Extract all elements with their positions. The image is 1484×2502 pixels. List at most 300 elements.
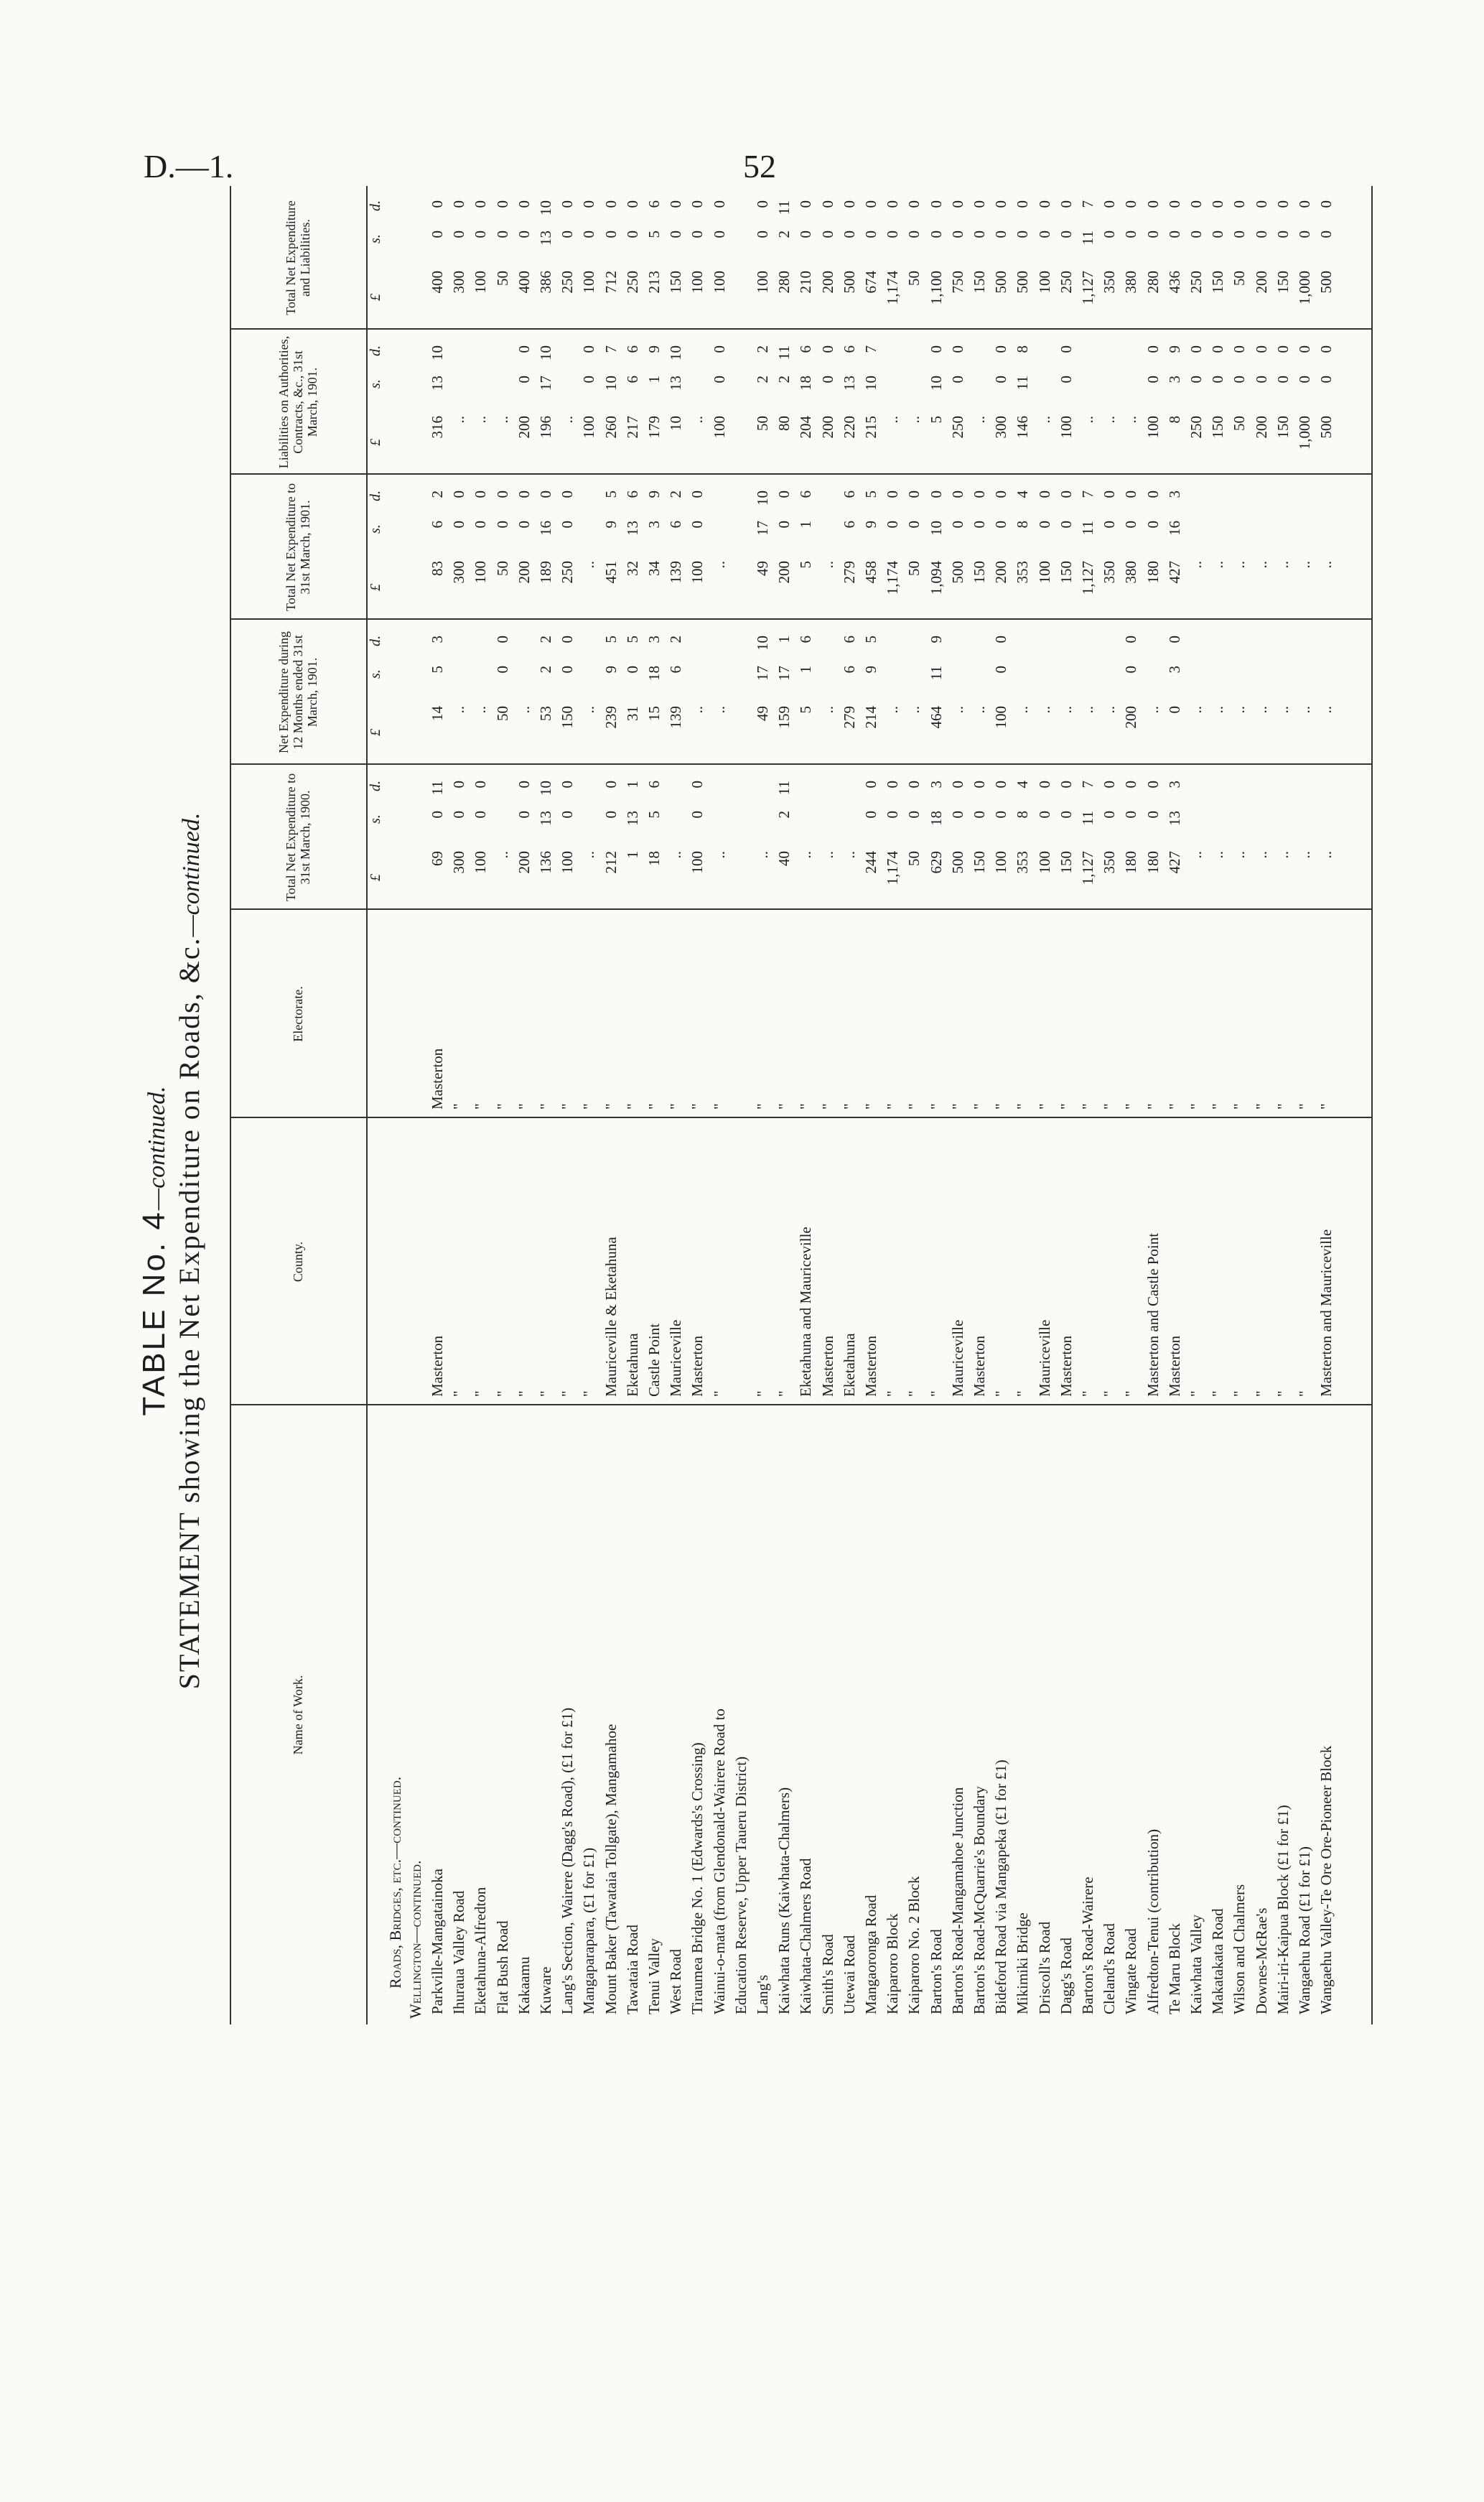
amount-pounds: 100	[689, 271, 706, 294]
amount-shillings: 0	[710, 231, 728, 238]
amount-pence: 0	[493, 490, 511, 498]
amount-cell	[753, 621, 773, 765]
county-cell: Masterton	[862, 1335, 879, 1397]
amount-pounds: ..	[580, 561, 598, 569]
amount-cell	[948, 476, 968, 620]
amount-shillings: 11	[1079, 811, 1096, 826]
amount-cell	[1187, 186, 1206, 330]
amount-cell	[948, 766, 968, 910]
electorate-cell: "	[472, 1103, 490, 1110]
electorate-cell: "	[537, 1103, 554, 1110]
amount-shillings: 0	[948, 811, 966, 819]
amount-pence: 6	[645, 781, 663, 789]
amount-shillings: 0	[884, 231, 902, 238]
amount-pence: 0	[992, 200, 1010, 208]
amount-pence: 0	[1165, 200, 1183, 208]
amount-pence: 0	[602, 200, 620, 208]
county-cell: "	[580, 1390, 598, 1397]
amount-cell	[1013, 476, 1032, 620]
amount-pounds: 150	[1209, 271, 1227, 294]
amount-cell	[991, 476, 1011, 620]
amount-pounds: 159	[775, 706, 793, 729]
amount-shillings: 6	[667, 521, 685, 529]
amount-pence: 0	[1057, 200, 1075, 208]
amount-pence: 7	[1079, 490, 1096, 498]
county-cell: "	[1252, 1390, 1270, 1397]
table-row	[602, 186, 621, 2024]
amount-cell	[1100, 331, 1119, 475]
amount-pounds: 350	[1101, 561, 1119, 584]
amount-pence: 0	[948, 200, 966, 208]
amount-pounds: ..	[580, 851, 598, 859]
amount-cell	[666, 621, 686, 765]
table-row	[1208, 186, 1228, 2024]
amount-pence: 0	[559, 781, 577, 789]
amount-cell	[688, 476, 707, 620]
work-name: Downes-McRae's	[1252, 1907, 1270, 2014]
amount-pence: 2	[537, 636, 554, 643]
amount-pence: 0	[1165, 636, 1183, 643]
amount-cell	[1317, 476, 1336, 620]
amount-pounds: 150	[971, 271, 988, 294]
amount-pounds: ..	[1231, 561, 1249, 569]
amount-pounds: 49	[754, 561, 771, 576]
amount-shillings: 17	[775, 666, 793, 681]
amount-pounds: ..	[948, 706, 966, 714]
amount-cell	[666, 331, 686, 475]
table-row	[1035, 186, 1055, 2024]
amount-pounds: 210	[797, 271, 815, 294]
amount-cell	[1252, 621, 1271, 765]
amount-cell	[1013, 186, 1032, 330]
amount-pounds: ..	[1144, 706, 1162, 714]
amount-cell	[449, 331, 469, 475]
amount-shillings: 0	[905, 811, 923, 819]
amount-pence: 0	[580, 345, 598, 353]
amount-shillings: 13	[537, 811, 554, 826]
amount-shillings: 18	[797, 376, 815, 391]
amount-cell	[1100, 186, 1119, 330]
amount-cell	[1057, 186, 1076, 330]
amount-shillings: 2	[775, 376, 793, 383]
amount-pounds: 458	[862, 561, 879, 584]
electorate-cell: "	[1274, 1103, 1292, 1110]
county-cell: "	[1187, 1390, 1205, 1397]
amount-pounds: ..	[689, 416, 706, 424]
table-row	[710, 186, 729, 2024]
amount-cell	[862, 186, 881, 330]
amount-cell	[1078, 766, 1098, 910]
amount-cell	[840, 476, 859, 620]
amount-pence: 2	[429, 490, 446, 498]
amount-pence: 0	[948, 781, 966, 789]
amount-shillings: 0	[1252, 376, 1270, 383]
amount-pence: 6	[623, 490, 641, 498]
amount-pounds: 100	[472, 851, 490, 874]
amount-shillings: 5	[645, 811, 663, 819]
amount-cell	[1274, 476, 1293, 620]
amount-cell	[579, 186, 599, 330]
amount-pounds: 180	[1144, 561, 1162, 584]
amount-shillings: 8	[1014, 811, 1032, 819]
amount-pounds: 100	[1035, 851, 1053, 874]
amount-pounds: 200	[1122, 706, 1140, 729]
amount-shillings: 0	[971, 231, 988, 238]
amount-pence: 0	[1144, 200, 1162, 208]
amount-cell	[1295, 476, 1315, 620]
amount-pence: 11	[429, 781, 446, 796]
amount-cell	[428, 766, 447, 910]
amount-cell	[666, 186, 686, 330]
work-name: Barton's Road-Wairere	[1079, 1876, 1096, 2014]
electorate-cell: "	[754, 1103, 771, 1110]
amount-pence: 0	[493, 636, 511, 643]
amount-pounds: 179	[645, 416, 663, 439]
statement-title	[172, 0, 206, 2502]
work-name: Kaiparoro Block	[884, 1913, 902, 2014]
currency-label-shilling: s.	[368, 524, 383, 534]
amount-cell	[623, 766, 643, 910]
amount-cell	[1317, 621, 1336, 765]
amount-shillings: 0	[971, 811, 988, 819]
amount-shillings: 0	[948, 231, 966, 238]
amount-cell	[1187, 766, 1206, 910]
amount-cell	[1252, 186, 1271, 330]
amount-pence: 6	[797, 490, 815, 498]
amount-shillings: 2	[537, 666, 554, 674]
amount-shillings: 0	[623, 666, 641, 674]
amount-shillings: 2	[754, 376, 771, 383]
amount-pence: 9	[1165, 345, 1183, 353]
amount-pounds: 100	[580, 416, 598, 439]
amount-pounds: 500	[1014, 271, 1032, 294]
currency-label-pound: £	[368, 294, 383, 301]
amount-pence: 0	[1187, 345, 1205, 353]
amount-shillings: 6	[429, 521, 446, 529]
work-name: Alfredton-Tenui (contribution)	[1144, 1828, 1162, 2014]
work-name: Makatakata Road	[1209, 1908, 1227, 2014]
amount-pounds: 136	[537, 851, 554, 874]
amount-shillings: 0	[429, 231, 446, 238]
amount-pounds: 350	[1101, 851, 1119, 874]
work-name: Eketahuna-Alfredton	[472, 1887, 490, 2014]
amount-cell	[1252, 476, 1271, 620]
amount-pence: 10	[537, 345, 554, 361]
amount-pence: 0	[992, 781, 1010, 789]
amount-pounds: 32	[623, 561, 641, 576]
amount-pence: 0	[429, 200, 446, 208]
electorate-cell: "	[602, 1103, 620, 1110]
amount-pounds: 100	[689, 561, 706, 584]
amount-pounds: 100	[1057, 416, 1075, 439]
amount-cell	[1144, 621, 1163, 765]
amount-cell	[558, 186, 577, 330]
amount-pounds: ..	[1274, 706, 1292, 714]
amount-cell	[579, 331, 599, 475]
amount-cell	[970, 186, 989, 330]
amount-pence: 0	[840, 200, 858, 208]
currency-label-pence: d.	[368, 200, 383, 211]
amount-pounds: ..	[1079, 706, 1096, 714]
amount-pence: 0	[1057, 345, 1075, 353]
amount-shillings: 0	[515, 376, 533, 383]
amount-cell	[1100, 766, 1119, 910]
amount-pounds: ..	[1296, 851, 1313, 859]
amount-pounds: 31	[623, 706, 641, 721]
amount-cell	[1035, 766, 1055, 910]
amount-pence: 0	[559, 636, 577, 643]
amount-shillings: 0	[1296, 231, 1313, 238]
amount-pence: 11	[775, 781, 793, 796]
amount-cell	[471, 476, 490, 620]
amount-cell	[1013, 331, 1032, 475]
amount-pounds: 1,127	[1079, 851, 1096, 885]
amount-pence: 7	[602, 345, 620, 353]
electorate-cell: "	[1014, 1103, 1032, 1110]
currency-header	[368, 766, 388, 910]
amount-pence: 0	[1296, 345, 1313, 353]
amount-pounds: 100	[992, 851, 1010, 874]
amount-pounds: 1,174	[884, 561, 902, 595]
amount-pounds: ..	[493, 851, 511, 859]
amount-pounds: 353	[1014, 561, 1032, 584]
work-name: Tiraumea Bridge No. 1 (Edwards's Crossing)	[689, 1742, 706, 2014]
amount-shillings: 0	[1035, 811, 1053, 819]
amount-pence: 0	[1057, 490, 1075, 498]
amount-shillings: 0	[1035, 231, 1053, 238]
electorate-cell: "	[971, 1103, 988, 1110]
amount-cell	[1295, 331, 1315, 475]
amount-cell	[840, 331, 859, 475]
county-cell: Castle Point	[645, 1323, 663, 1397]
amount-shillings: 3	[1165, 376, 1183, 383]
amount-pounds: 180	[1144, 851, 1162, 874]
amount-pounds: ..	[1187, 561, 1205, 569]
amount-pounds: ..	[1101, 706, 1119, 714]
amount-pounds: 300	[992, 416, 1010, 439]
amount-shillings: 0	[667, 231, 685, 238]
amount-pounds: 200	[775, 561, 793, 584]
amount-pounds: 1,000	[1296, 416, 1313, 450]
amount-pence: 0	[450, 490, 468, 498]
work-name: Education Reserve, Upper Taueru District)	[732, 1756, 750, 2014]
amount-cell	[948, 331, 968, 475]
amount-pence: 0	[450, 781, 468, 789]
amount-cell	[991, 186, 1011, 330]
amount-pence: 0	[818, 200, 836, 208]
amount-shillings: 10	[602, 376, 620, 391]
amount-pounds: 250	[559, 271, 577, 294]
amount-pence: 0	[623, 200, 641, 208]
amount-pounds: 69	[429, 851, 446, 866]
amount-pounds: 350	[1101, 271, 1119, 294]
amount-pounds: 200	[515, 561, 533, 584]
amount-pounds: ..	[493, 416, 511, 424]
amount-cell	[1057, 621, 1076, 765]
currency-header	[368, 186, 388, 330]
county-cell: "	[537, 1390, 554, 1397]
county-cell: Mauriceville	[948, 1319, 966, 1397]
table-row	[579, 186, 599, 2024]
amount-pounds: 250	[623, 271, 641, 294]
amount-cell	[1121, 621, 1141, 765]
amount-pence: 0	[689, 200, 706, 208]
amount-pence: 4	[1014, 490, 1032, 498]
amount-cell	[710, 331, 729, 475]
amount-cell	[579, 621, 599, 765]
amount-cell	[1317, 331, 1336, 475]
amount-shillings: 17	[754, 666, 771, 681]
amount-pence: 0	[602, 781, 620, 789]
amount-shillings: 17	[754, 521, 771, 536]
amount-pounds: 500	[1317, 416, 1335, 439]
amount-cell	[1100, 476, 1119, 620]
electorate-cell: "	[1187, 1103, 1205, 1110]
amount-shillings: 0	[623, 231, 641, 238]
amount-pounds: ..	[1209, 851, 1227, 859]
amount-pounds: 40	[775, 851, 793, 866]
amount-cell	[1144, 766, 1163, 910]
amount-pence: 0	[1231, 345, 1249, 353]
amount-pence: 0	[1144, 345, 1162, 353]
table-row	[1078, 186, 1098, 2024]
amount-pounds: 212	[602, 851, 620, 874]
amount-cell	[1274, 766, 1293, 910]
amount-cell	[927, 766, 946, 910]
amount-cell	[493, 476, 513, 620]
amount-shillings: 0	[905, 231, 923, 238]
amount-cell	[927, 476, 946, 620]
amount-pence: 0	[1122, 781, 1140, 789]
amount-pounds: 34	[645, 561, 663, 576]
table-row	[688, 186, 707, 2024]
amount-shillings: 0	[905, 521, 923, 529]
amount-pence: 0	[1035, 781, 1053, 789]
amount-shillings: 0	[580, 231, 598, 238]
amount-pence: 7	[1079, 781, 1096, 789]
amount-pence: 0	[515, 345, 533, 353]
amount-cell	[449, 621, 469, 765]
amount-cell	[948, 621, 968, 765]
work-name: Barton's Road	[927, 1929, 945, 2014]
amount-cell	[862, 476, 881, 620]
amount-pence: 0	[992, 636, 1010, 643]
amount-pence: 0	[537, 490, 554, 498]
amount-pounds: ..	[1187, 706, 1205, 714]
amount-pounds: ..	[818, 706, 836, 714]
amount-cell	[1208, 766, 1228, 910]
amount-shillings: 11	[1014, 376, 1032, 391]
electorate-cell: "	[515, 1103, 533, 1110]
amount-pence: 0	[927, 345, 945, 353]
amount-pence: 6	[645, 200, 663, 208]
amount-shillings: 0	[515, 811, 533, 819]
electorate-cell: "	[948, 1103, 966, 1110]
amount-pence: 3	[429, 636, 446, 643]
electorate-cell: "	[862, 1103, 879, 1110]
amount-cell	[1035, 621, 1055, 765]
amount-pounds: 150	[1274, 271, 1292, 294]
amount-cell	[1121, 331, 1141, 475]
amount-pounds: 1,174	[884, 271, 902, 305]
table-row	[1144, 186, 1163, 2024]
amount-pounds: 200	[1252, 416, 1270, 439]
county-cell: "	[450, 1390, 468, 1397]
amount-pence: 6	[840, 636, 858, 643]
amount-pence: 0	[884, 490, 902, 498]
table-row	[796, 186, 816, 2024]
amount-pence: 0	[775, 490, 793, 498]
amount-cell	[1208, 331, 1228, 475]
amount-cell	[753, 766, 773, 910]
amount-shillings: 0	[818, 376, 836, 383]
amount-shillings: 0	[1014, 231, 1032, 238]
table-row	[732, 186, 751, 2024]
amount-shillings: 9	[602, 666, 620, 674]
amount-pounds: 436	[1165, 271, 1183, 294]
amount-shillings: 0	[472, 811, 490, 819]
amount-shillings: 0	[1317, 376, 1335, 383]
amount-pounds: ..	[1209, 706, 1227, 714]
county-cell: "	[1296, 1390, 1313, 1397]
amount-shillings: 0	[1317, 231, 1335, 238]
amount-pounds: 250	[559, 561, 577, 584]
amount-pounds: 1,174	[884, 851, 902, 885]
amount-pence: 9	[645, 490, 663, 498]
amount-pounds: ..	[1317, 706, 1335, 714]
amount-pence: 0	[472, 200, 490, 208]
work-name: Tenui Valley	[645, 1938, 663, 2014]
amount-cell	[775, 331, 794, 475]
county-cell: Mauriceville	[1035, 1319, 1053, 1397]
amount-pence: 10	[429, 345, 446, 361]
amount-cell	[602, 186, 621, 330]
amount-shillings: 18	[927, 811, 945, 826]
amount-shillings: 0	[927, 231, 945, 238]
amount-cell	[732, 186, 751, 330]
amount-pounds: 50	[493, 271, 511, 286]
table-row	[645, 186, 664, 2024]
currency-label-shilling: s.	[368, 814, 383, 824]
amount-pounds: ..	[1014, 706, 1032, 714]
electorate-cell: "	[580, 1103, 598, 1110]
amount-cell	[688, 621, 707, 765]
amount-cell	[1165, 476, 1185, 620]
amount-cell	[536, 621, 556, 765]
work-name: Kaiwhata Runs (Kaiwhata-Chalmers)	[775, 1787, 793, 2014]
amount-pence: 0	[472, 781, 490, 789]
work-name: Mikimiki Bridge	[1014, 1912, 1032, 2014]
page-reference: D.—1.	[144, 148, 234, 185]
amount-pounds: 14	[429, 706, 446, 721]
amount-cell	[428, 186, 447, 330]
county-cell: Masterton and Mauriceville	[1317, 1229, 1335, 1397]
work-name: Cleland's Road	[1101, 1923, 1119, 2014]
amount-pence: 0	[493, 200, 511, 208]
amount-pounds: 49	[754, 706, 771, 721]
amount-cell	[558, 476, 577, 620]
amount-pence: 7	[862, 345, 879, 353]
amount-shillings: 0	[493, 521, 511, 529]
amount-pounds: ..	[754, 851, 771, 859]
amount-pounds: 50	[493, 561, 511, 576]
table-row	[1187, 186, 1206, 2024]
amount-pounds: 80	[775, 416, 793, 431]
county-cell: "	[1122, 1390, 1140, 1397]
amount-cell	[688, 331, 707, 475]
amount-shillings: 0	[775, 521, 793, 529]
work-name: Barton's Road-McQuarrie's Boundary	[971, 1786, 988, 2014]
